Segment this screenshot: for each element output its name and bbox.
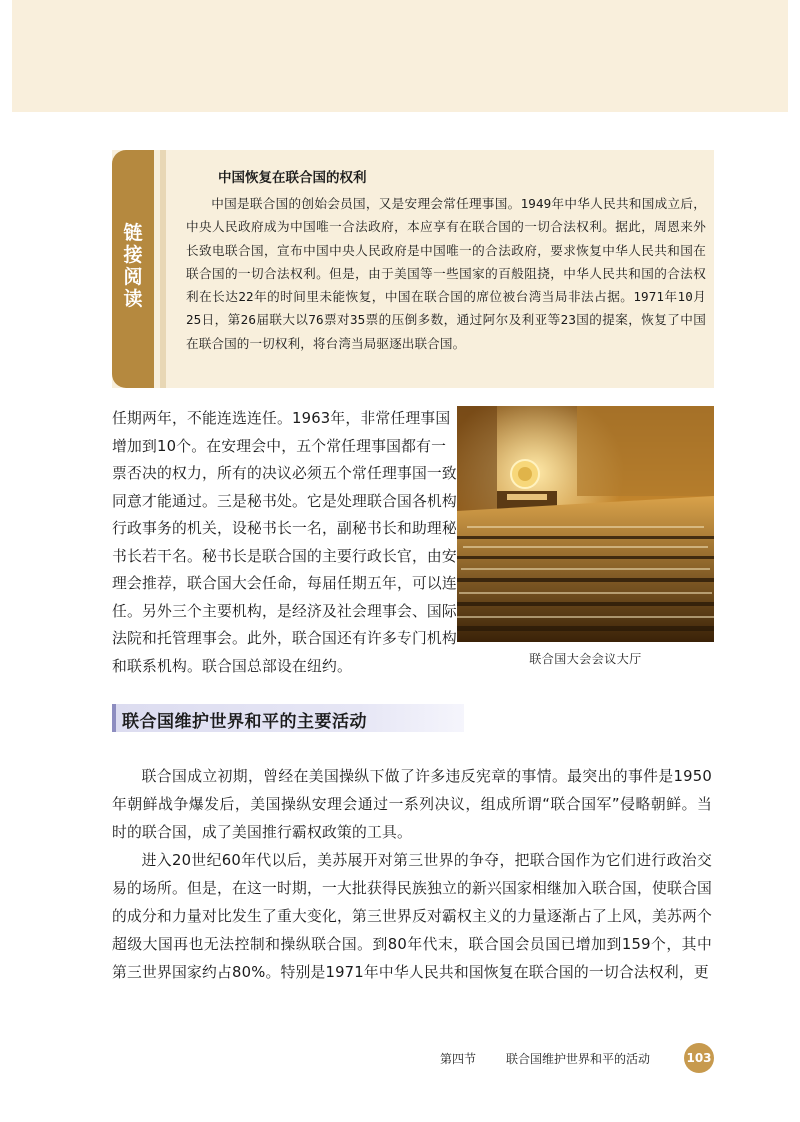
page-number-badge: 103: [684, 1043, 714, 1073]
section-title: 联合国维护世界和平的主要活动: [122, 712, 367, 732]
column-paragraph: 任期两年，不能连选连任。1963年，非常任理事国增加到10个。在安理会中，五个常任理事国都有一票否决的权力，所有的决议必须五个常任理事国一致同意才能通过。三是秘书处。它是处理联合国各机构行政事务的机关，设秘书长一名，副秘书长和助理秘书长若干名。秘书长是联合国的主要行政长官，由安理会推荐，联合国大会任命，每届任期五年，可以连任。另外三个主要机构，是经济及社会理事会、国际法院和托管理事会。此外，联合国还有许多专门机构和联系机构。联合国总部设在纽约。: [112, 410, 457, 675]
link-reading-tab: [112, 150, 154, 388]
link-reading-accent-strip: [160, 150, 166, 388]
link-reading-title: 中国恢复在联合国的权利: [218, 170, 367, 186]
footer-section-label: 第四节: [440, 1052, 477, 1066]
section-heading-edge: [112, 704, 116, 732]
top-decorative-band: [12, 0, 788, 112]
link-reading-body: 中国是联合国的创始会员国，又是安理会常任理事国。1949年中华人民共和国成立后，中央人民政府成为中国唯一合法政府，本应享有在联合国的一切合法权利。据此，周恩来外长致电联合国，宣布中国中央人民政府是中国唯一的合法政府，要求恢复中华人民共和国在联合国的一切合法权利。但是，由于美国等一些国家的百般阻挠，中华人民共和国的合法权利在长达22年的时间里未能恢复，中国在联合国的席位被台湾当局非法占据。1971年10月25日，第26届联大以76票对35票的压倒多数，通过阿尔及利亚等23国的提案，恢复了中国在联合国的一切权利，将台湾当局驱逐出联合国。: [186, 196, 706, 351]
link-reading-tab-label: 链 接 阅 读: [123, 222, 143, 310]
un-general-assembly-hall-photo: [457, 406, 714, 642]
main-text: [112, 763, 712, 987]
footer-chapter-title: 联合国维护世界和平的活动: [506, 1052, 651, 1066]
photo-caption: 联合国大会会议大厅: [529, 652, 642, 666]
paragraph-2: 进入20世纪60年代以后，美苏展开对第三世界的争夺，把联合国作为它们进行政治交易的场所。但是，在这一时期，一大批获得民族独立的新兴国家相继加入联合国，使联合国的成分和力量对比发生了重大变化，第三世界反对霸权主义的力量逐渐占了上风，美苏两个超级大国再也无法控制和操纵联合国。到80年代末，联合国会员国已增加到159个，其中第三世界国家约占80%。特别是1971年中华人民共和国恢复在联合国的一切合法权利，更: [112, 852, 712, 981]
paragraph-1: 联合国成立初期，曾经在美国操纵下做了许多违反宪章的事情。最突出的事件是1950年朝鲜战争爆发后，美国操纵安理会通过一系列决议，组成所谓“联合国军”侵略朝鲜。当时的联合国，成了美国推行霸权政策的工具。: [112, 768, 712, 841]
